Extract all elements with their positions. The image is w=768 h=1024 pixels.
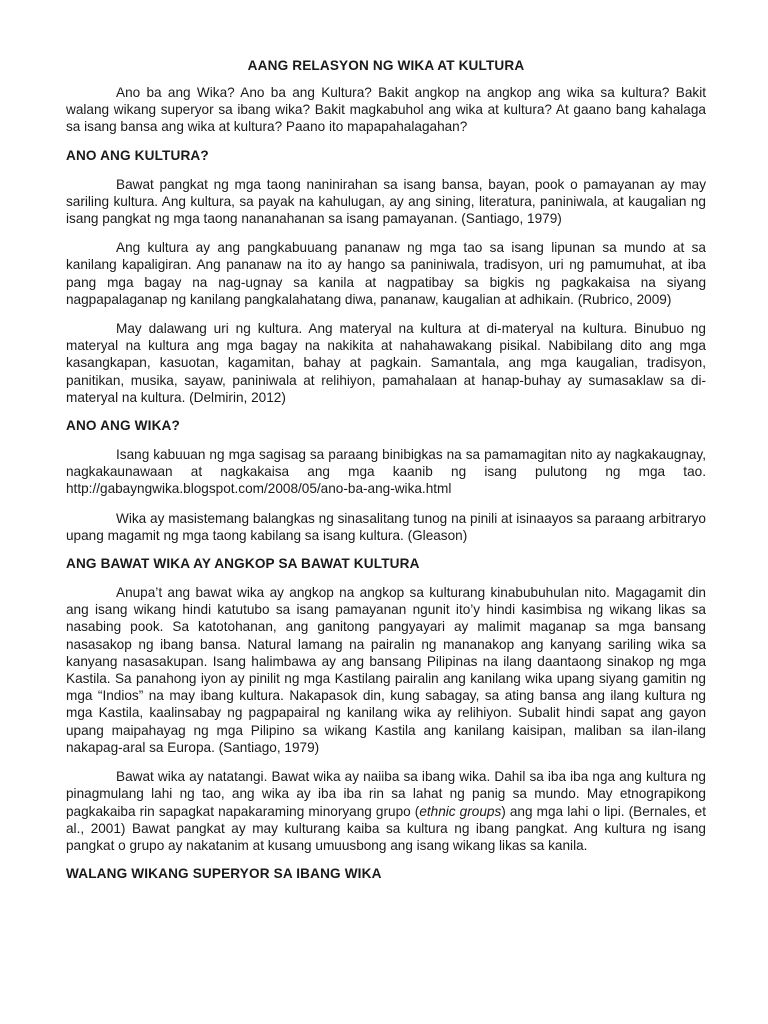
wika-paragraph-1: Isang kabuuan ng mga sagisag sa paraang binibigkas na sa pamamagitan nito ay nagkakaugnay, nagkakaunawaan at nagkakaisa ang mga kaanib ng isang pulutong ng mga tao. http://gabayngwika.blogspot.com/2008/05/ano-ba-ang-wika.html bbox=[66, 447, 706, 497]
section-heading-kultura: ANO ANG KULTURA? bbox=[66, 147, 209, 163]
document-title: AANG RELASYON NG WIKA AT KULTURA bbox=[247, 58, 525, 73]
angkop-paragraph-1: Anupa’t ang bawat wika ay angkop na angkop sa kulturang kinabubuhulan nito. Magagamit din ang isang wikang hindi katutubo sa isang pamayanan ngunit ito’y hindi kasimbisa ng wikang likas sa nasabing pook. Sa katotohanan, ang ganitong pangyayari ay malimit maganap sa mga bansang nasasakop ng ibang bansa. Natural lamang na pairalin ng mananakop ang kanyang sariling wika sa kanyang nasasakupan. Isang halimbawa ay ang bansang Pilipinas na ilang daantaong sinakop ng mga Kastila. Sa panahong iyon ay pinilit ng mga Kastilang pairalin ang kanilang wika upang siyang gamitin ng mga “Indios” na may ibang kultura. Nakapasok din, kung sabagay, sa ating bansa ang ilang kultura ng mga Kastila, kaalinsabay ng pagpapairal ng kanilang wika ay relihiyon. Subalit hindi sapat ang gayon upang maipahayag ng mga Pilipino sa wikang Kastila ang kanilang kaisipan, maliban sa ilan-ilang nakapag-aral sa Europa. (Santiago, 1979) bbox=[66, 585, 706, 755]
ethnic-groups-term: ethnic groups bbox=[419, 803, 502, 819]
section-heading-wika: ANO ANG WIKA? bbox=[66, 418, 180, 434]
angkop-paragraph-2 bbox=[66, 768, 706, 854]
kultura-paragraph-2: Ang kultura ay ang pangkabuuang pananaw ng mga tao sa isang lipunan sa mundo at sa kanilang kapaligiran. Ang pananaw na ito ay hango sa paniniwala, tradisyon, uri ng pamumuhat, at iba pang mga bagay na nag-ugnay sa kanila at nagpatibay sa bigkis ng pagkakaisa na siyang nagpapalaganap ng kanilang pangkalahatang diwa, pananaw, kaugalian at adhikain. (Rubrico, 2009) bbox=[66, 240, 706, 307]
kultura-paragraph-1: Bawat pangkat ng mga taong naninirahan sa isang bansa, bayan, pook o pamayanan ay may sariling kultura. Ang kultura, sa payak na kahulugan, ay ang sining, literatura, paniniwala, at kaugalian ng isang pangkat ng mga taong nananahanan sa isang pamayanan. (Santiago, 1979) bbox=[66, 176, 706, 227]
intro-paragraph: Ano ba ang Wika? Ano ba ang Kultura? Bakit angkop na angkop ang wika sa kultura? Bakit walang wikang superyor sa ibang wika? Bakit magkabuhol ang wika at kultura? At gaano bang kahalaga sa isang bansa ang wika at kultura? Paano ito mapapahalagahan? bbox=[66, 85, 706, 135]
section-heading-superyor: WALANG WIKANG SUPERYOR SA IBANG WIKA bbox=[66, 866, 382, 882]
kultura-paragraph-3: May dalawang uri ng kultura. Ang materyal na kultura at di-materyal na kultura. Binubuo ng materyal na kultura ang mga bagay na nakikita at nahahawakang pisikal. Nabibilang dito ang mga kasangkapan, kasuotan, kagamitan, bahay at pagkain. Samantala, ang mga kaugalian, tradisyon, panitikan, musika, sayaw, paniniwala at relihiyon, pamahalaan at hanap-buhay ay sumasaklaw sa di-materyal na kultura. (Delmirin, 2012) bbox=[66, 321, 706, 405]
wika-paragraph-2: Wika ay masistemang balangkas ng sinasalitang tunog na pinili at isinaayos sa paraang arbitraryo upang magamit ng mga taong kabilang sa isang kultura. (Gleason) bbox=[66, 510, 706, 543]
section-heading-angkop: ANG BAWAT WIKA AY ANGKOP SA BAWAT KULTURA bbox=[66, 556, 420, 572]
angkop-paragraph-2-part-1: Bawat wika ay natatangi. Bawat wika ay naiiba sa ibang wika. Dahil sa iba iba nga ang kultura ng pinagmulang lahi ng tao, ang wika ay iba iba rin sa lahat ng panig sa mundo. May etnograpikong pagkakaiba rin sapagkat napakaraming minoryang grupo ( bbox=[66, 769, 706, 819]
angkop-paragraph-2-part-2: ) ang mga lahi o lipi. (Bernales, et al., 2001) Bawat pangkat ay may kulturang kaiba sa kultura ng ibang pangkat. Ang kultura ng isang pangkat o grupo ay nakatanim at kusang umuusbong ang isang wikang likas sa kanila. bbox=[66, 803, 706, 853]
